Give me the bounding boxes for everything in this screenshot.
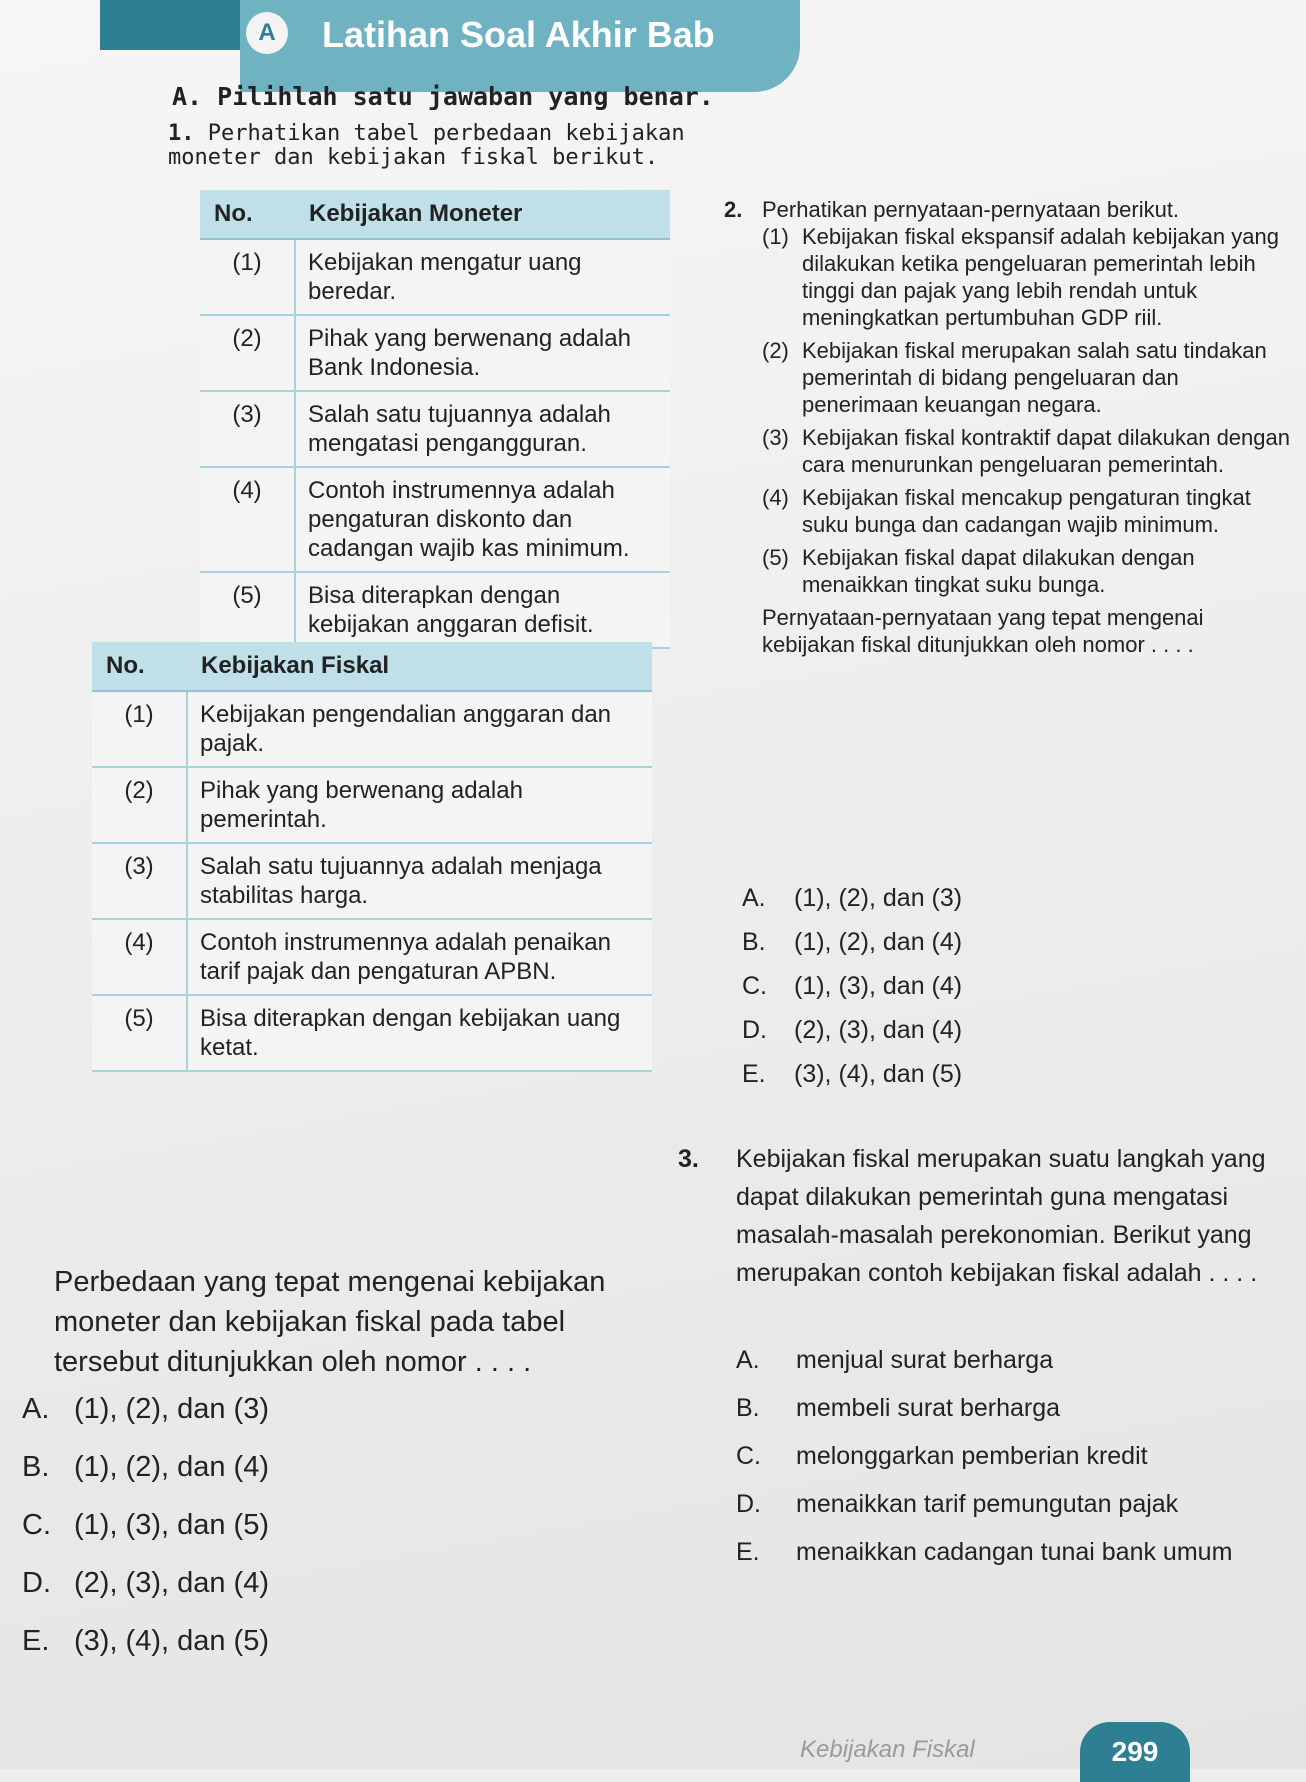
option-letter: E. [22, 1625, 50, 1657]
row-text: Kebijakan pengendalian anggaran dan pajak. [187, 691, 652, 767]
option-text: membeli surat berharga [796, 1394, 1061, 1422]
answer-option-a[interactable] [736, 1336, 1232, 1384]
option-letter: E. [736, 1538, 760, 1566]
option-letter: B. [736, 1394, 760, 1422]
option-text: (1), (2), dan (3) [794, 884, 963, 912]
answer-option-c[interactable] [22, 1496, 269, 1554]
statement-item [762, 544, 1294, 598]
statement-number: (4) [762, 485, 789, 510]
question-2-number: 2. [724, 197, 743, 222]
question-2-intro: Perhatikan pernyataan-pernyataan berikut. [762, 197, 1180, 222]
table-row [92, 843, 652, 919]
statement-item [762, 337, 1294, 418]
row-text: Bisa diterapkan dengan kebijakan uang ketat. [187, 995, 652, 1071]
option-letter: B. [742, 928, 766, 956]
question-2 [724, 196, 1294, 658]
table-row [200, 572, 670, 648]
option-letter: A. [736, 1346, 760, 1374]
answer-option-e[interactable] [742, 1052, 962, 1096]
answer-option-b[interactable] [736, 1384, 1232, 1432]
section-heading: A. Pilihlah satu jawaban yang benar. [172, 82, 714, 111]
table-header-no: No. [92, 642, 187, 691]
statement-text: Kebijakan fiskal dapat dilakukan dengan menaikkan tingkat suku bunga. [802, 545, 1195, 597]
statement-number: (3) [762, 425, 789, 450]
row-text: Pihak yang berwenang adalah pemerintah. [187, 767, 652, 843]
page-number: 299 [1080, 1722, 1190, 1782]
statement-number: (2) [762, 338, 789, 363]
answer-option-e[interactable] [22, 1612, 269, 1670]
statement-item [762, 424, 1294, 478]
option-letter: C. [22, 1509, 51, 1541]
chapter-logo-icon: A [246, 12, 288, 54]
answer-option-b[interactable] [742, 920, 962, 964]
row-text: Salah satu tujuannya adalah menjaga stabilitas harga. [187, 843, 652, 919]
option-text: (1), (3), dan (5) [74, 1509, 269, 1541]
option-text: menaikkan tarif pemungutan pajak [796, 1490, 1179, 1518]
option-text: melonggarkan pemberian kredit [796, 1442, 1148, 1470]
question-1-number: 1. [168, 121, 195, 146]
row-number: (1) [200, 239, 295, 315]
option-text: (2), (3), dan (4) [74, 1567, 269, 1599]
option-text: (1), (3), dan (4) [794, 972, 963, 1000]
option-text: (1), (2), dan (4) [74, 1451, 269, 1483]
option-letter: D. [736, 1490, 761, 1518]
statement-text: Kebijakan fiskal ekspansif adalah kebijakan yang dilakukan ketika pengeluaran pemerintah lebih tinggi dan pajak yang lebih rendah untuk meningkatkan pertumbuhan GDP riil. [802, 224, 1279, 330]
option-text: (1), (2), dan (4) [794, 928, 963, 956]
statement-text: Kebijakan fiskal mencakup pengaturan tingkat suku bunga dan cadangan wajib minimum. [802, 485, 1251, 537]
row-text: Bisa diterapkan dengan kebijakan anggaran defisit. [295, 572, 670, 648]
table-row [92, 767, 652, 843]
row-number: (3) [200, 391, 295, 467]
statement-item [762, 223, 1294, 331]
option-letter: B. [22, 1451, 50, 1483]
option-letter: A. [22, 1393, 50, 1425]
option-text: (1), (2), dan (3) [74, 1393, 269, 1425]
option-letter: A. [742, 884, 766, 912]
answer-option-e[interactable] [736, 1528, 1232, 1576]
option-letter: C. [736, 1442, 761, 1470]
row-text: Kebijakan mengatur uang beredar. [295, 239, 670, 315]
question-3 [678, 1140, 1298, 1292]
row-text: Pihak yang berwenang adalah Bank Indonesia. [295, 315, 670, 391]
row-number: (2) [200, 315, 295, 391]
statement-number: (1) [762, 224, 789, 249]
question-2-prompt: Pernyataan-pernyataan yang tepat mengenai kebijakan fiskal ditunjukkan oleh nomor . . . . [762, 605, 1204, 657]
question-1-prompt: Perbedaan yang tepat mengenai kebijakan moneter dan kebijakan fiskal pada tabel tersebut ditunjukkan oleh nomor . . . . [54, 1266, 606, 1378]
statement-number: (5) [762, 545, 789, 570]
row-number: (5) [92, 995, 187, 1071]
row-number: (3) [92, 843, 187, 919]
table-row [200, 315, 670, 391]
chapter-footer-label: Kebijakan Fiskal [800, 1736, 975, 1763]
answer-option-d[interactable] [736, 1480, 1232, 1528]
row-number: (4) [92, 919, 187, 995]
statement-item [762, 484, 1294, 538]
monetary-policy-table [200, 190, 670, 649]
row-text: Salah satu tujuannya adalah mengatasi pengangguran. [295, 391, 670, 467]
option-text: (3), (4), dan (5) [794, 1060, 963, 1088]
table-header-policy: Kebijakan Fiskal [187, 642, 652, 691]
answer-option-b[interactable] [22, 1438, 269, 1496]
table-header-no: No. [200, 190, 295, 239]
row-text: Contoh instrumennya adalah penaikan tarif pajak dan pengaturan APBN. [187, 919, 652, 995]
fiscal-policy-table [92, 642, 652, 1072]
answer-option-a[interactable] [742, 876, 962, 920]
answer-option-a[interactable] [22, 1380, 269, 1438]
row-number: (5) [200, 572, 295, 648]
table-header-policy: Kebijakan Moneter [295, 190, 670, 239]
table-row [92, 691, 652, 767]
answer-option-d[interactable] [742, 1008, 962, 1052]
row-number: (2) [92, 767, 187, 843]
option-text: (3), (4), dan (5) [74, 1625, 269, 1657]
question-3-prompt: Kebijakan fiskal merupakan suatu langkah yang dapat dilakukan pemerintah guna mengatasi masalah-masalah perekonomian. Berikut yang merupakan contoh kebijakan fiskal adalah . . . . [736, 1145, 1266, 1287]
option-letter: D. [22, 1567, 51, 1599]
question-3-number: 3. [678, 1145, 699, 1173]
answer-option-d[interactable] [22, 1554, 269, 1612]
answer-option-c[interactable] [742, 964, 962, 1008]
option-text: menjual surat berharga [796, 1346, 1054, 1374]
table-row [92, 919, 652, 995]
option-text: (2), (3), dan (4) [794, 1016, 963, 1044]
question-1-intro [168, 122, 708, 170]
question-1-intro-text: Perhatikan tabel perbedaan kebijakan moneter dan kebijakan fiskal berikut. [168, 121, 685, 170]
row-text: Contoh instrumennya adalah pengaturan diskonto dan cadangan wajib kas minimum. [295, 467, 670, 572]
question-2-options [742, 876, 962, 1096]
option-text: menaikkan cadangan tunai bank umum [796, 1538, 1233, 1566]
question-3-options [736, 1336, 1232, 1576]
question-1-options [22, 1380, 269, 1670]
answer-option-c[interactable] [736, 1432, 1232, 1480]
table-row [92, 995, 652, 1071]
table-row [200, 391, 670, 467]
statement-text: Kebijakan fiskal kontraktif dapat dilakukan dengan cara menurunkan pengeluaran pemerintah. [802, 425, 1290, 477]
table-row [200, 467, 670, 572]
option-letter: C. [742, 972, 767, 1000]
option-letter: D. [742, 1016, 767, 1044]
option-letter: E. [742, 1060, 766, 1088]
row-number: (1) [92, 691, 187, 767]
row-number: (4) [200, 467, 295, 572]
page-title: Latihan Soal Akhir Bab [322, 14, 715, 55]
table-row [200, 239, 670, 315]
statement-text: Kebijakan fiskal merupakan salah satu tindakan pemerintah di bidang pengeluaran dan penerimaan keuangan negara. [802, 338, 1267, 417]
